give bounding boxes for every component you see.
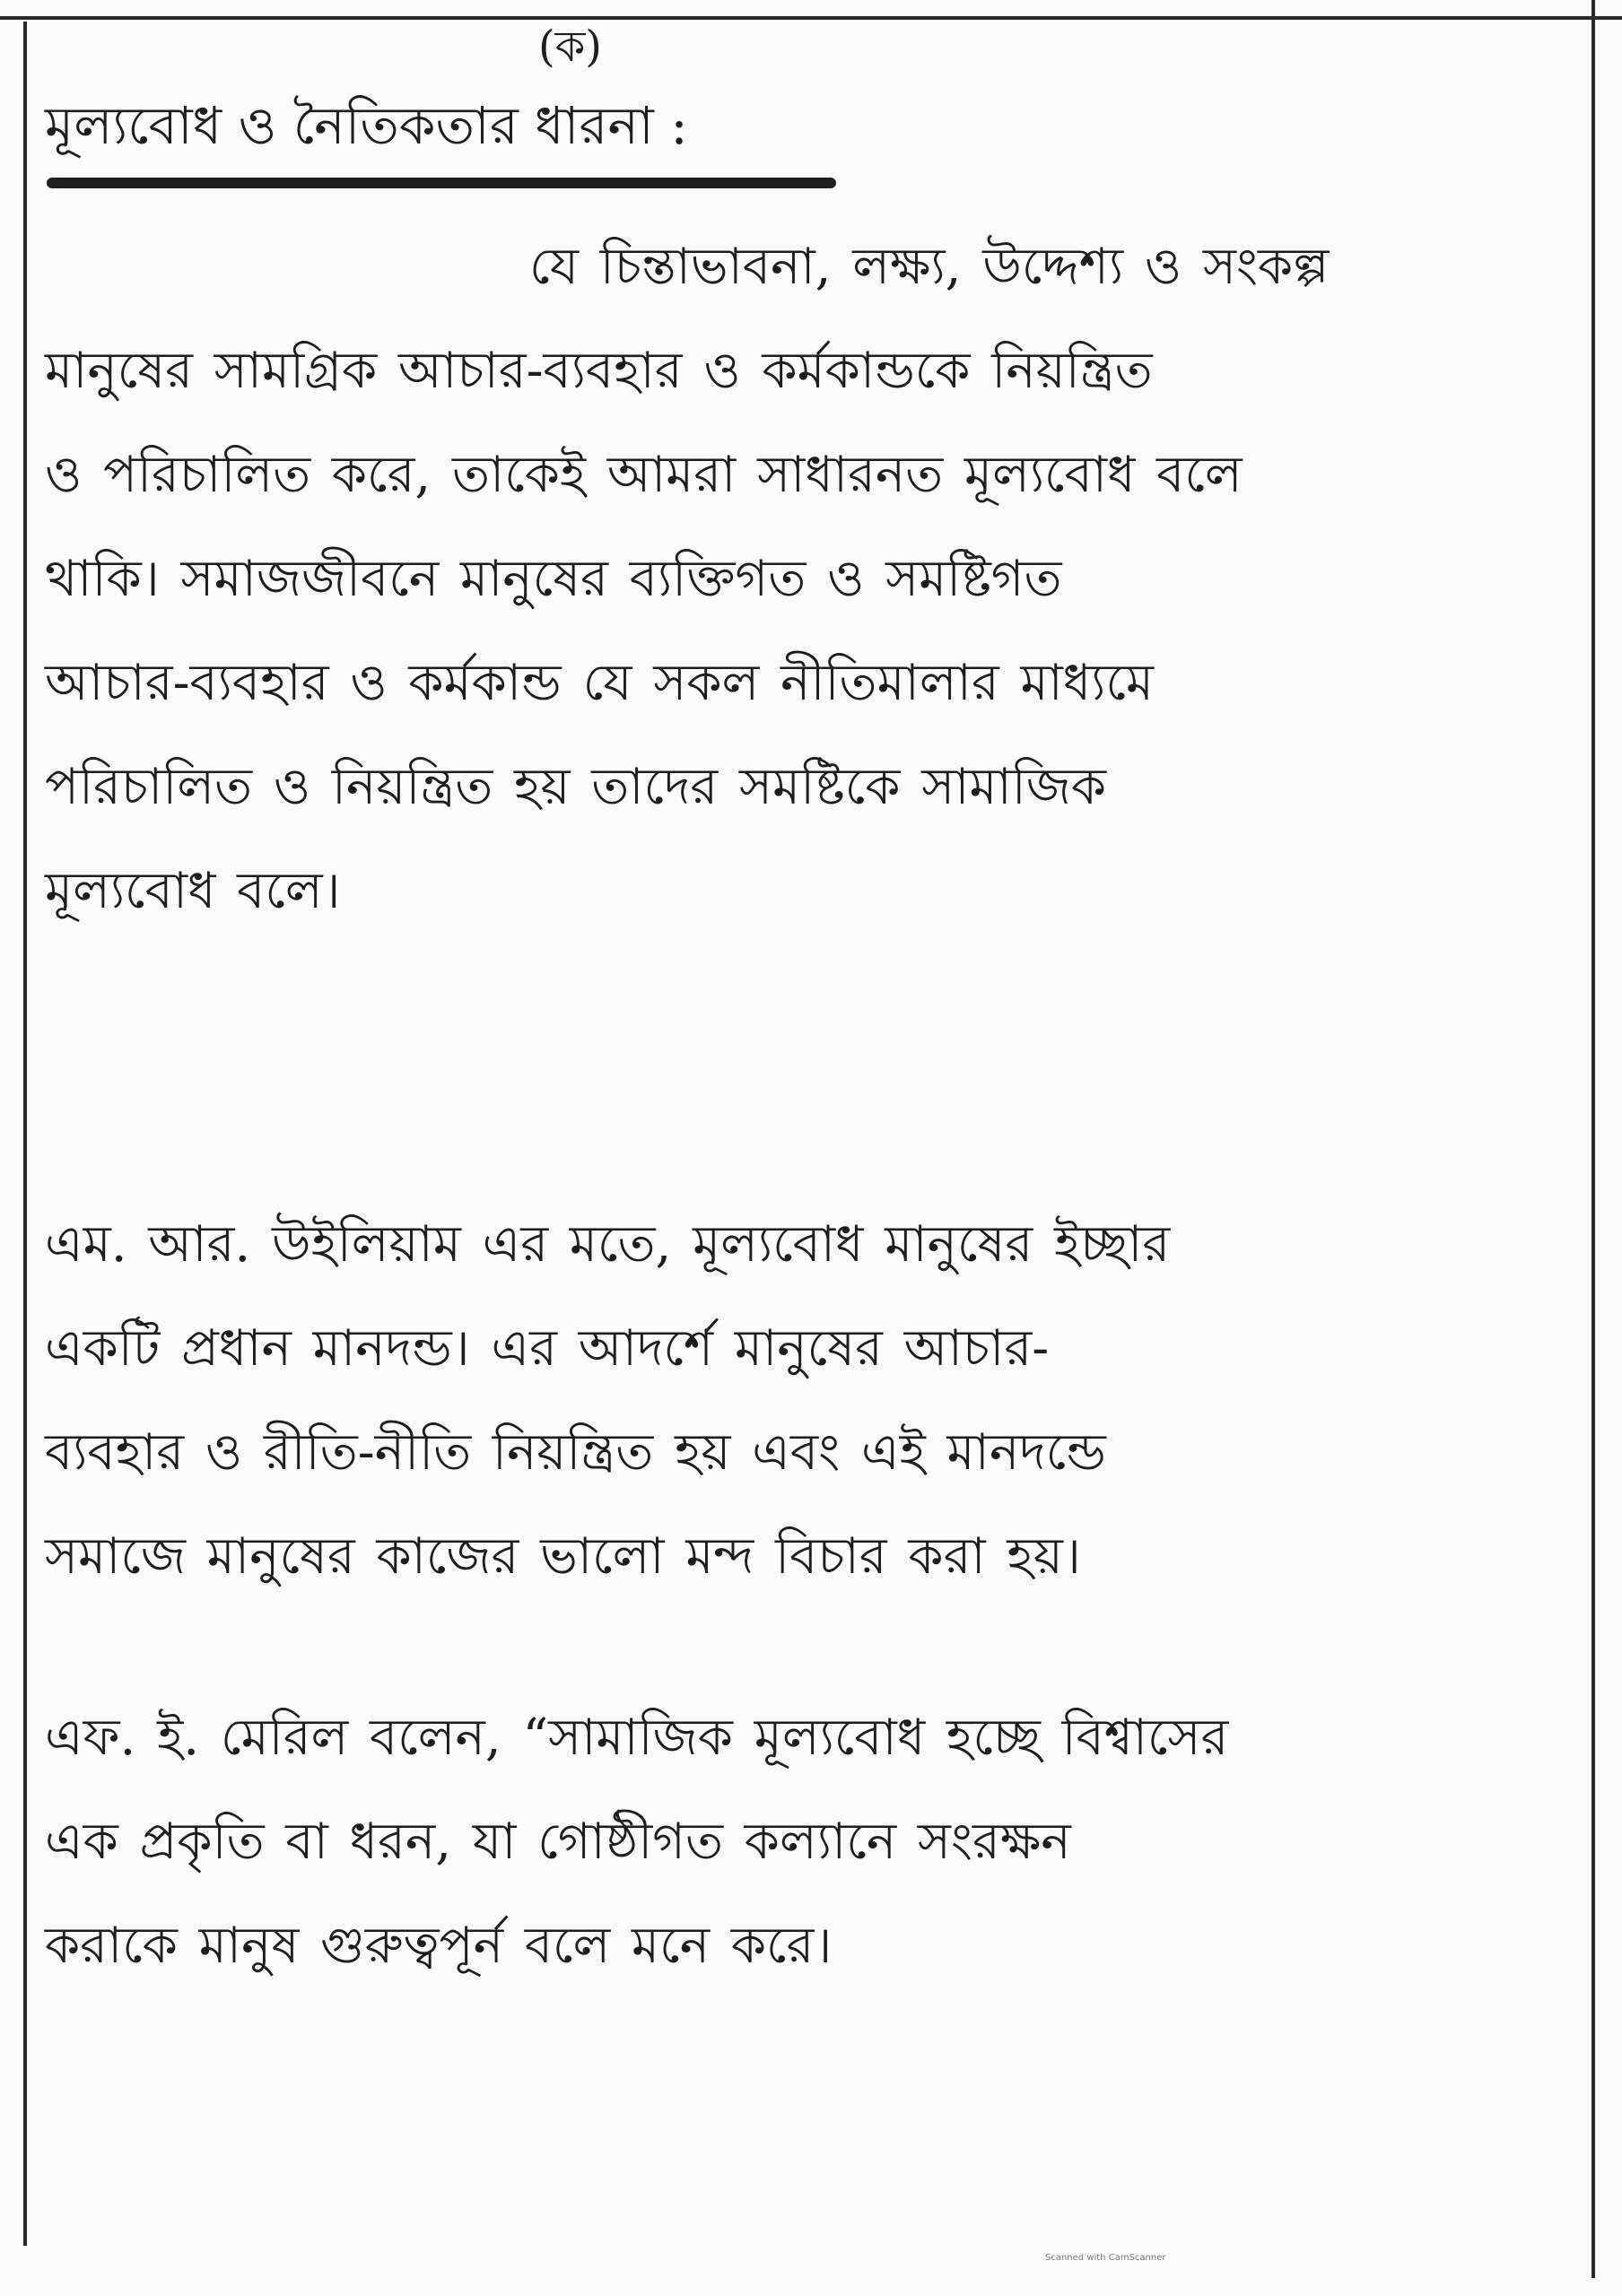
paragraph-line: ও পরিচালিত করে, তাকেই আমরা সাধারনত মূল্যবোধ বলে: [45, 446, 1243, 504]
paragraph-line: যে চিন্তাভাবনা, লক্ষ্য, উদ্দেশ্য ও সংকল্প: [529, 238, 1330, 296]
paragraph-line: সমাজে মানুষের কাজের ভালো মন্দ বিচার করা হয়।: [45, 1527, 1081, 1586]
paragraph-line: মানুষের সামগ্রিক আচার-ব্যবহার ও কর্মকান্ডকে নিয়ন্ত্রিত: [45, 342, 1153, 400]
paragraph-line: এফ. ই. মেরিল বলেন, “সামাজিক মূল্যবোধ হচ্ছে বিশ্বাসের: [45, 1709, 1229, 1767]
paragraph-line: এক প্রকৃতি বা ধরন, যা গোষ্ঠীগত কল্যানে সংরক্ষন: [45, 1813, 1071, 1871]
paragraph-line: একটি প্রধান মানদন্ড। এর আদর্শে মানুষের আচার-: [45, 1319, 1050, 1378]
heading: মূল্যবোধ ও নৈতিকতার ধারনা :: [45, 95, 688, 156]
paragraph-definition: [45, 215, 1570, 944]
paragraph-williams-quote: [45, 1193, 1570, 1609]
page-top-rule: [0, 16, 1622, 20]
scanner-footer: Scanned with CamScanner: [1045, 2253, 1166, 2263]
paragraph-line: মূল্যবোধ বলে।: [45, 862, 341, 920]
paragraph-line: এম. আর. উইলিয়াম এর মতে, মূল্যবোধ মানুষের ইচ্ছার: [45, 1215, 1171, 1274]
paragraph-line: পরিচালিত ও নিয়ন্ত্রিত হয় তাদের সমষ্টিকে সামাজিক: [45, 758, 1107, 816]
paragraph-line: আচার-ব্যবহার ও কর্মকান্ড যে সকল নীতিমালার মাধ্যমে: [45, 654, 1154, 712]
right-margin-line: [1591, 0, 1595, 2278]
paragraph-line: থাকি। সমাজজীবনে মানুষের ব্যক্তিগত ও সমষ্টিগত: [45, 550, 1062, 608]
heading-underline: [47, 178, 836, 188]
left-margin-line: [23, 22, 27, 2246]
paragraph-line: করাকে মানুষ গুরুত্বপূর্ন বলে মনে করে।: [45, 1917, 833, 1975]
paragraph-line: ব্যবহার ও রীতি-নীতি নিয়ন্ত্রিত হয় এবং এই মানদন্ডে: [45, 1423, 1106, 1482]
page-marker: (ক): [538, 22, 603, 72]
paragraph-merrill-quote: [45, 1686, 1570, 1998]
